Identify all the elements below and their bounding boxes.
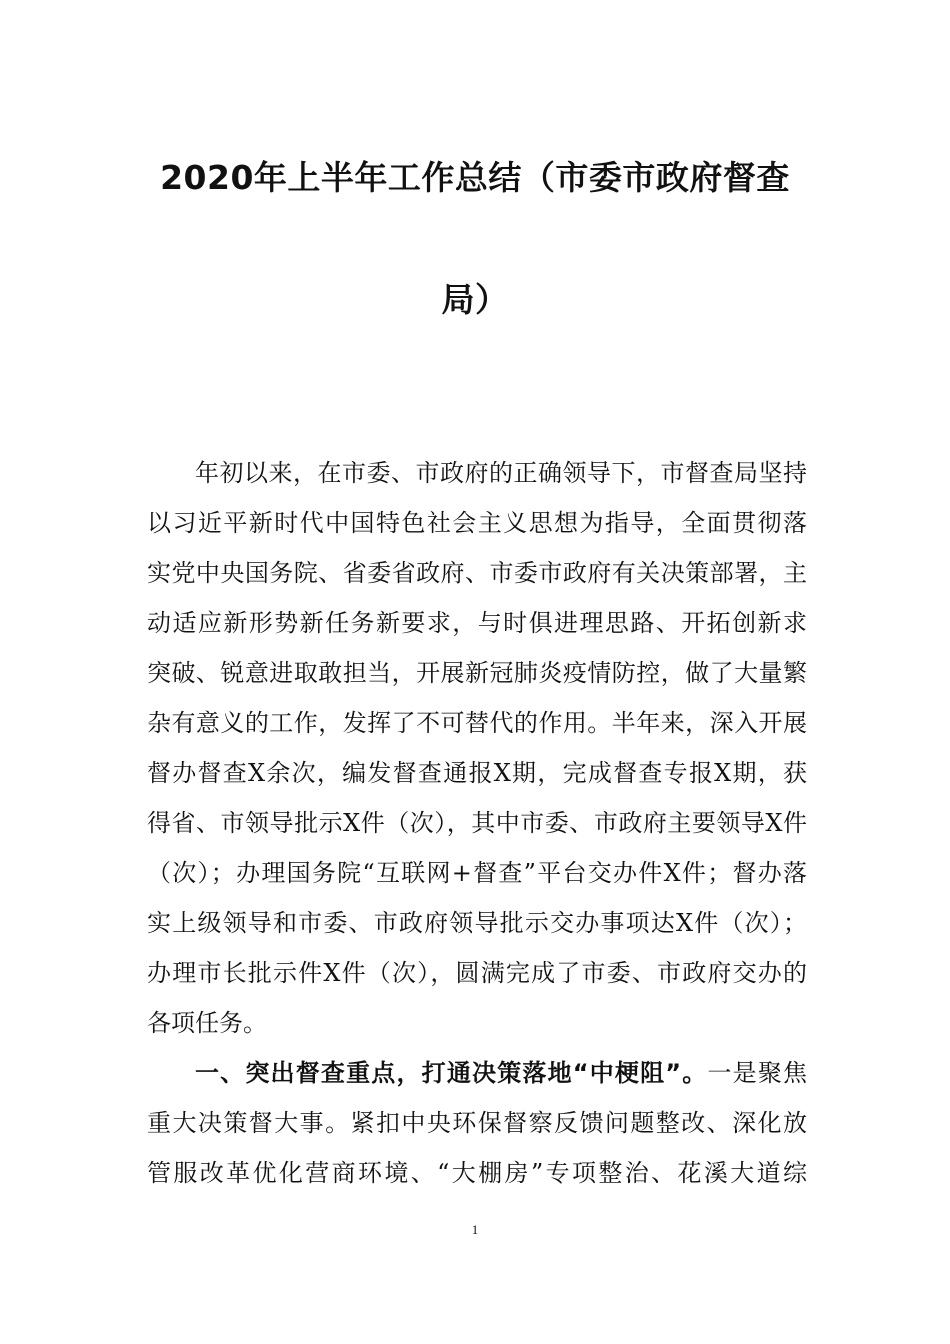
paragraph-line: 办理市长批示件X件（次），圆满完成了市委、市政府交办的 — [147, 959, 807, 987]
paragraph-line: 得省、市领导批示X件（次），其中市委、市政府主要领导X件 — [147, 809, 807, 837]
paragraph-line: 以习近平新时代中国特色社会主义思想为指导，全面贯彻落 — [147, 509, 807, 537]
section-heading-tail: 一是聚焦 — [707, 1059, 808, 1087]
paragraph-line: 突破、锐意进取敢担当，开展新冠肺炎疫情防控，做了大量繁 — [147, 659, 807, 687]
paragraph-line: 督办督查X余次，编发督查通报X期，完成督查专报X期，获 — [147, 759, 807, 787]
section-line: 重大决策督大事。紧扣中央环保督察反馈问题整改、深化放 — [147, 1109, 807, 1137]
paragraph-line: 实上级领导和市委、市政府领导批示交办事项达X件（次）； — [147, 909, 807, 937]
document-title-line-1: 2020年上半年工作总结（市委市政府督查 — [160, 158, 790, 197]
section-line: 管服改革优化营商环境、“大棚房”专项整治、花溪大道综 — [147, 1159, 807, 1187]
section-heading: 一、突出督查重点，打通决策落地“中梗阻”。 — [195, 1059, 708, 1087]
document-title-line-2: 局） — [441, 280, 509, 319]
section-heading-line — [195, 1056, 807, 1090]
paragraph-line: 年初以来，在市委、市政府的正确领导下，市督查局坚持 — [195, 459, 807, 487]
paragraph-line: 实党中央国务院、省委省政府、市委市政府有关决策部署，主 — [147, 559, 807, 587]
paragraph-line: 动适应新形势新任务新要求，与时俱进理思路、开拓创新求 — [147, 609, 807, 637]
page-number: 1 — [471, 1222, 479, 1237]
paragraph-line: 杂有意义的工作，发挥了不可替代的作用。半年来，深入开展 — [147, 709, 807, 737]
paragraph-line: 各项任务。 — [147, 1009, 267, 1037]
paragraph-line: （次）；办理国务院“互联网+督查”平台交办件X件；督办落 — [147, 859, 807, 887]
